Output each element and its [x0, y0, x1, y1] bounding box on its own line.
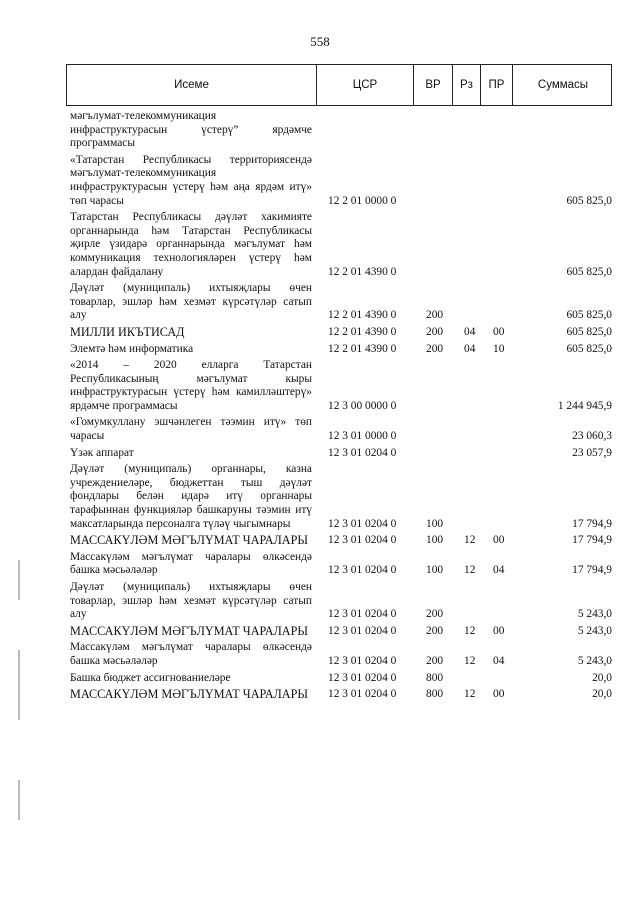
row-vr: 100: [426, 564, 444, 577]
row-sum: 23 057,9: [572, 446, 612, 459]
row-sum: 605 825,0: [566, 309, 612, 322]
row-pr: 00: [493, 534, 505, 547]
row-name: МАССАКҮЛӘМ МӘГЪЛҮМАТ ЧАРАЛАРЫ: [70, 533, 308, 548]
row-pr: 00: [493, 688, 505, 701]
header-sum: Суммасы: [537, 79, 589, 91]
row-rz: 04: [464, 325, 476, 338]
row-csr: 12 3 01 0204 0: [328, 608, 397, 621]
row-vr: 200: [426, 309, 444, 322]
row-csr: 12 2 01 0000 0: [328, 194, 397, 207]
row-csr: 12 2 01 4390 0: [328, 342, 397, 355]
row-name: Дәүләт (муниципаль) органнары, казна учреждениеләре, бюджеттан тыш дәүләт фондлары белән идарә итү органнары тарафыннан функцияләр башкаруны тәэмин итү максатларында персоналга түләү чыгымнары: [70, 463, 312, 530]
row-sum: 605 825,0: [566, 342, 612, 355]
row-name: «Гомумкуллану эшчәнлеген тәэмин итү» төп чарасы: [70, 416, 312, 443]
row-csr: 12 3 01 0204 0: [328, 671, 397, 684]
row-name: Үзәк аппарат: [70, 446, 134, 459]
row-sum: 605 825,0: [566, 194, 612, 207]
row-csr: 12 3 01 0204 0: [328, 564, 397, 577]
margin-mark: [18, 650, 20, 720]
margin-mark: [18, 560, 20, 600]
header-pr: ПР: [481, 65, 513, 105]
row-name: Башка бюджет ассигнованиеләре: [70, 671, 231, 684]
row-pr: 00: [493, 624, 505, 637]
table-row: [66, 416, 612, 443]
row-csr: 12 3 01 0204 0: [328, 517, 397, 530]
table-row: [66, 534, 612, 548]
table-row: [66, 359, 612, 413]
row-vr: 800: [426, 671, 444, 684]
row-sum: 605 825,0: [566, 265, 612, 278]
table-row: [66, 447, 612, 461]
row-csr: 12 3 00 0000 0: [328, 399, 397, 412]
table-row: [66, 282, 612, 323]
row-csr: 12 3 01 0204 0: [328, 624, 397, 637]
table-row: [66, 343, 612, 357]
table-row: [66, 641, 612, 668]
row-csr: 12 2 01 4390 0: [328, 325, 397, 338]
row-vr: 200: [426, 325, 444, 338]
row-sum: 1 244 945,9: [557, 399, 612, 412]
page-number: 558: [310, 34, 330, 49]
row-sum: 17 794,9: [572, 517, 612, 530]
row-rz: 12: [464, 534, 476, 547]
row-name: Массакүләм мәгълүмат чаралары өлкәсендә башка мәсьәләләр: [70, 550, 312, 577]
row-sum: 23 060,3: [572, 430, 612, 443]
header-csr: ЦСР: [317, 65, 414, 105]
row-name: Дәүләт (муниципаль) ихтыяҗлары өчен товарлар, эшләр һәм хезмәт күрсәтүләр сатып алу: [70, 282, 312, 322]
row-csr: 12 2 01 4390 0: [328, 309, 397, 322]
header-vr: ВР: [414, 65, 453, 105]
row-csr: 12 3 01 0000 0: [328, 430, 397, 443]
row-sum: 5 243,0: [577, 608, 612, 621]
table-row: [66, 110, 612, 151]
row-name: «Татарстан Республикасы территориясендә мәгълумат-телекоммуникация инфраструктурасын үстерү һәм аңа ярдәм итү» төп чарасы: [70, 153, 312, 207]
row-pr: 10: [493, 342, 505, 355]
row-csr: 12 3 01 0204 0: [328, 654, 397, 667]
row-name: мәгълумат-телекоммуникация инфраструктурасын үстерү” ярдәмче программасы: [70, 110, 312, 150]
row-vr: 200: [426, 608, 444, 621]
row-sum: 5 243,0: [577, 654, 612, 667]
row-csr: 12 3 01 0204 0: [328, 446, 397, 459]
row-vr: 100: [426, 517, 444, 530]
table-row: [66, 154, 612, 208]
row-name: Татарстан Республикасы дәүләт хакимияте органнарында һәм Татарстан Республикасы җирле үзидарә органнарында мәгълумат һәм коммуникация технологияләрен үстерү һәм алардан файдалану: [70, 211, 312, 278]
row-pr: 00: [493, 325, 505, 338]
row-name: МАССАКҮЛӘМ МӘГЪЛҮМАТ ЧАРАЛАРЫ: [70, 623, 308, 638]
row-vr: 800: [426, 688, 444, 701]
row-rz: 04: [464, 342, 476, 355]
row-vr: 100: [426, 534, 444, 547]
row-sum: 20,0: [592, 671, 612, 684]
table-body: [66, 110, 612, 702]
header-rz: Рз: [453, 65, 481, 105]
row-sum: 605 825,0: [566, 325, 612, 338]
margin-mark: [18, 780, 20, 820]
row-name: МАССАКҮЛӘМ МӘГЪЛҮМАТ ЧАРАЛАРЫ: [70, 687, 308, 702]
table-row: [66, 463, 612, 531]
table-row: [66, 672, 612, 686]
table-row: [66, 688, 612, 702]
row-sum: 5 243,0: [577, 624, 612, 637]
row-rz: 12: [464, 624, 476, 637]
table-row: [66, 211, 612, 279]
row-csr: 12 3 01 0204 0: [328, 534, 397, 547]
table-row: [66, 326, 612, 340]
table-row: [66, 551, 612, 578]
row-vr: 200: [426, 342, 444, 355]
row-name: «2014 – 2020 елларга Татарстан Республикасының мәгълумат кыры инфраструктурасын үстерү һәм камилләштерү» ярдәмче программасы: [70, 359, 312, 412]
row-name: Массакүләм мәгълүмат чаралары өлкәсендә башка мәсьәләләр: [70, 641, 312, 667]
row-name: Элемтә һәм информатика: [70, 342, 194, 355]
row-csr: 12 2 01 4390 0: [328, 265, 397, 278]
row-vr: 200: [426, 624, 444, 637]
row-sum: 17 794,9: [572, 534, 612, 547]
row-sum: 17 794,9: [572, 564, 612, 577]
row-rz: 12: [464, 654, 476, 667]
row-name: Дәүләт (муниципаль) ихтыяҗлары өчен товарлар, эшләр һәм хезмәт күрсәтүләр сатып алу: [70, 581, 312, 621]
row-rz: 12: [464, 688, 476, 701]
table-header: [66, 64, 612, 106]
table-row: [66, 581, 612, 622]
row-csr: 12 3 01 0204 0: [328, 688, 397, 701]
row-vr: 200: [426, 654, 444, 667]
row-sum: 20,0: [592, 688, 612, 701]
table-row: [66, 625, 612, 639]
row-rz: 12: [464, 564, 476, 577]
row-pr: 04: [493, 654, 505, 667]
row-name: МИЛЛИ ИКЪТИСАД: [70, 324, 185, 339]
row-pr: 04: [493, 564, 505, 577]
header-name: Исеме: [67, 65, 317, 105]
